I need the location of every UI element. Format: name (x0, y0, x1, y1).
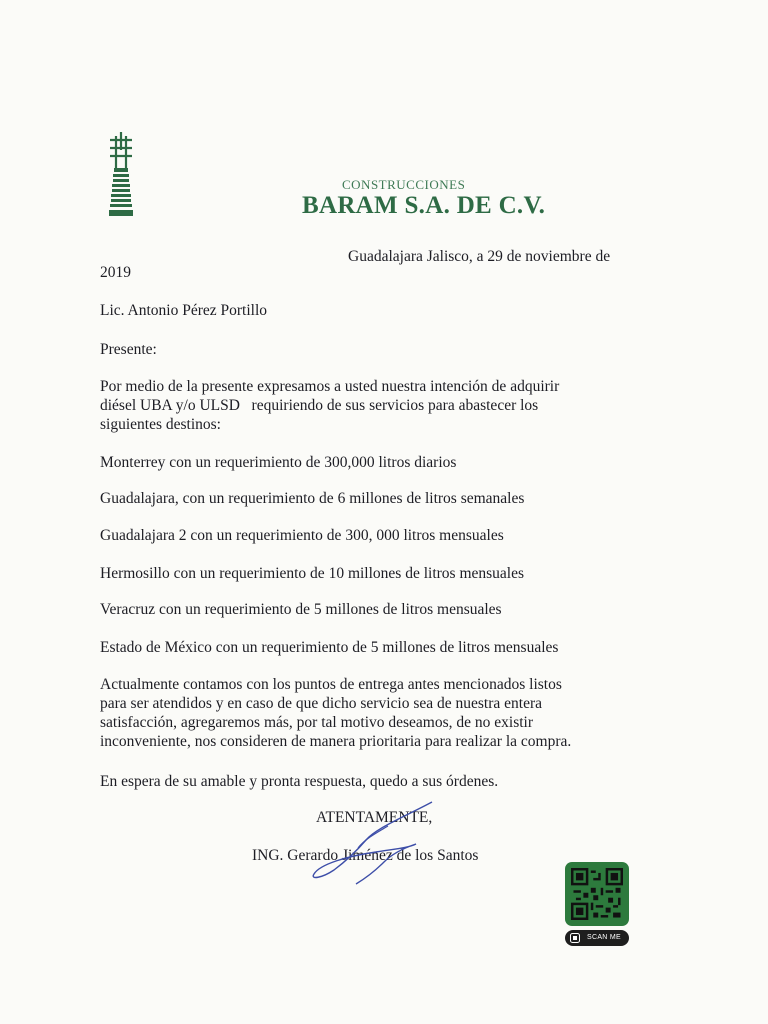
tower-logo-icon (104, 130, 138, 220)
intro-line: Por medio de la presente expresamos a usted nuestra intención de adquirir (100, 378, 560, 395)
company-subtitle: CONSTRUCCIONES (342, 177, 466, 192)
qr-code-pattern (571, 868, 623, 920)
destination-item: Guadalajara, con un requerimiento de 6 millones de litros semanales (100, 490, 525, 507)
scan-me-badge[interactable] (565, 930, 629, 946)
closing-line: para ser atendidos y en caso de que dicho servicio sea de nuestra entera (100, 695, 542, 712)
handwritten-signature (296, 798, 446, 888)
qr-code-icon[interactable] (565, 862, 629, 926)
greeting: Presente: (100, 341, 157, 358)
date-line: Guadalajara Jalisco, a 29 de noviembre de (348, 248, 611, 265)
destination-item: Estado de México con un requerimiento de 5 millones de litros mensuales (100, 639, 559, 656)
destination-item: Veracruz con un requerimiento de 5 millones de litros mensuales (100, 601, 502, 618)
closing-paragraph (100, 675, 660, 751)
waiting-line: En espera de su amable y pronta respuesta, quedo a sus órdenes. (100, 773, 499, 790)
sign-off: ATENTAMENTE, (316, 809, 433, 826)
date-year: 2019 (100, 264, 131, 281)
signer-name: ING. Gerardo Jiménez de los Santos (252, 847, 479, 864)
closing-line: inconveniente, nos consideren de manera prioritaria para realizar la compra. (100, 733, 572, 750)
closing-line: Actualmente contamos con los puntos de entrega antes mencionados listos (100, 676, 562, 693)
recipient-name: Lic. Antonio Pérez Portillo (100, 302, 268, 319)
destination-item: Guadalajara 2 con un requerimiento de 300, 000 litros mensuales (100, 527, 504, 544)
company-name: BARAM S.A. DE C.V. (302, 192, 546, 219)
scan-frame-icon (570, 933, 580, 943)
closing-line: satisfacción, agregaremos más, por tal motivo deseamos, de no existir (100, 714, 534, 731)
destination-item: Monterrey con un requerimiento de 300,000 litros diarios (100, 454, 457, 471)
intro-line: diésel UBA y/o ULSD requiriendo de sus servicios para abastecer los (100, 397, 539, 414)
intro-line: siguientes destinos: (100, 416, 221, 433)
intro-paragraph (100, 377, 660, 434)
destination-item: Hermosillo con un requerimiento de 10 millones de litros mensuales (100, 565, 525, 582)
scan-me-label: SCAN ME (587, 934, 621, 941)
